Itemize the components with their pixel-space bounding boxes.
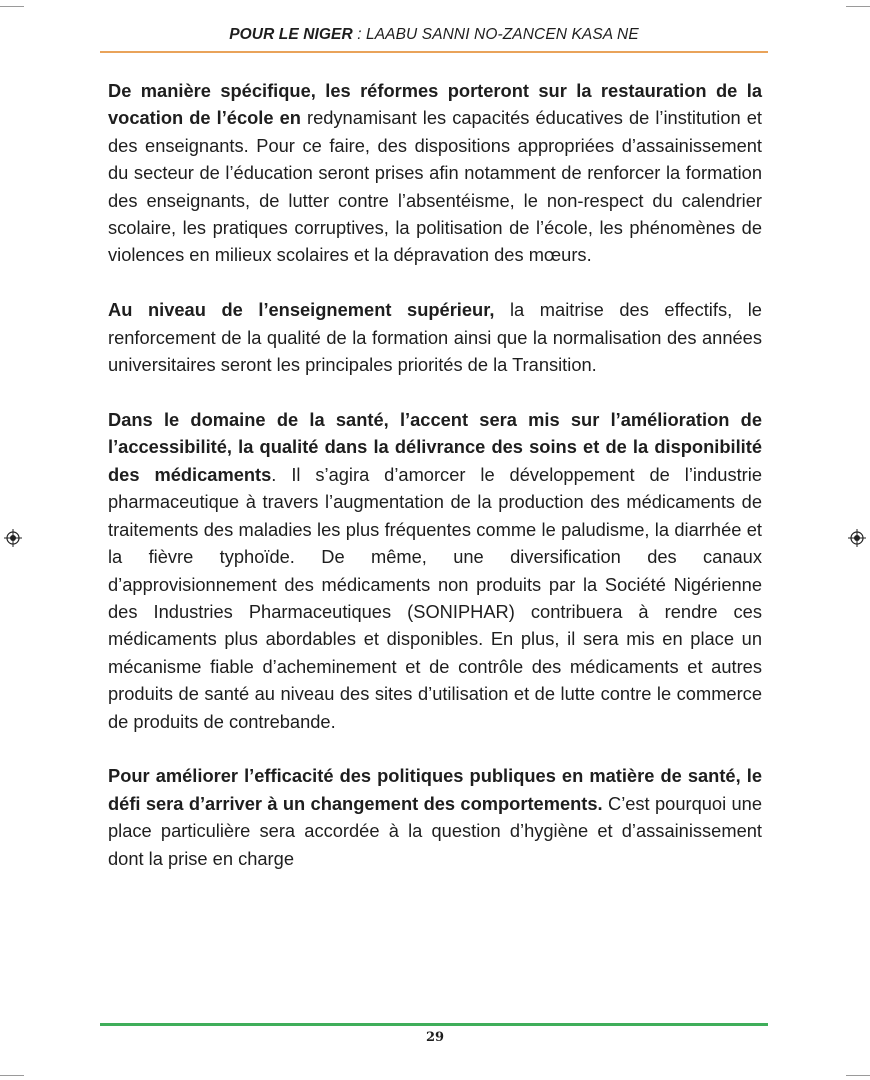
header-title-bold: POUR LE NIGER [229, 26, 353, 43]
header-title-rest: : LAABU SANNI NO-ZANCEN KASA NE [352, 26, 639, 43]
running-header [100, 26, 768, 44]
paragraph-lead: Pour améliorer l’efficacité des politiques publiques en matière de santé, le défi sera d’arriver à un changement des comportements. [108, 765, 762, 814]
paragraph-lead: De manière spécifique, les réformes porteront sur la restauration de la vocation de l’école en [108, 80, 762, 129]
paragraph-education [108, 77, 762, 269]
crop-mark-bottom-left [0, 1075, 24, 1076]
header-rule [100, 51, 768, 53]
registration-mark-left-icon [4, 529, 22, 547]
paragraph-text: redynamisant les capacités éducatives de l’institution et des enseignants. Pour ce faire, des dispositions appropriées d’assainissement du secteur de l’éducation seront prises afin notamment de renforcer la formation des enseignants, de lutter contre l’absentéisme, le non-respect du calendrier scolaire, les pratiques corruptives, la politisation de l’école, les phénomènes de violences en milieux scolaires et la dépravation des mœurs. [108, 107, 762, 266]
paragraph-lead: Dans le domaine de la santé, l’accent sera mis sur l’amélioration de l’accessibilité, la qualité dans la délivrance des soins et de la disponibilité des médicaments [108, 409, 762, 485]
paragraph-text: C’est pourquoi une place particulière sera accordée à la question d’hygiène et d’assainissement dont la prise en charge [108, 792, 762, 869]
page-body [108, 77, 762, 900]
paragraph-public-policy [108, 762, 762, 872]
registration-mark-right-icon [848, 529, 866, 547]
crop-mark-bottom-right [846, 1075, 870, 1076]
paragraph-health [108, 406, 762, 735]
paragraph-text: la maitrise des effectifs, le renforcement de la qualité de la formation ainsi que la normalisation des années universitaires seront les principales priorités de la Transition. [108, 299, 762, 376]
paragraph-higher-education [108, 296, 762, 378]
paragraph-text: . Il s’agira d’amorcer le développement de l’industrie pharmaceutique à travers l’augmentation de la production des médicaments de traitements des maladies les plus fréquentes comme le paludisme, la diarrhée et la fièvre typhoïde. De même, une diversification des canaux d’approvisionnement des médicaments non produits par la Société Nigérienne des Industries Pharmaceutiques (SONIPHAR) contribuera à rendre ces médicaments plus abordables et disponibles. En plus, il sera mis en place un mécanisme fiable d’acheminement et de contrôle des médicaments et autres produits de santé au niveau des sites d’utilisation et de lutte contre le commerce de produits de contrebande. [108, 463, 762, 732]
footer-rule [100, 1023, 768, 1026]
page-number: 29 [425, 1030, 445, 1045]
paragraph-lead: Au niveau de l’enseignement supérieur, [108, 299, 495, 321]
crop-mark-top-right [846, 6, 870, 7]
crop-mark-top-left [0, 6, 24, 7]
